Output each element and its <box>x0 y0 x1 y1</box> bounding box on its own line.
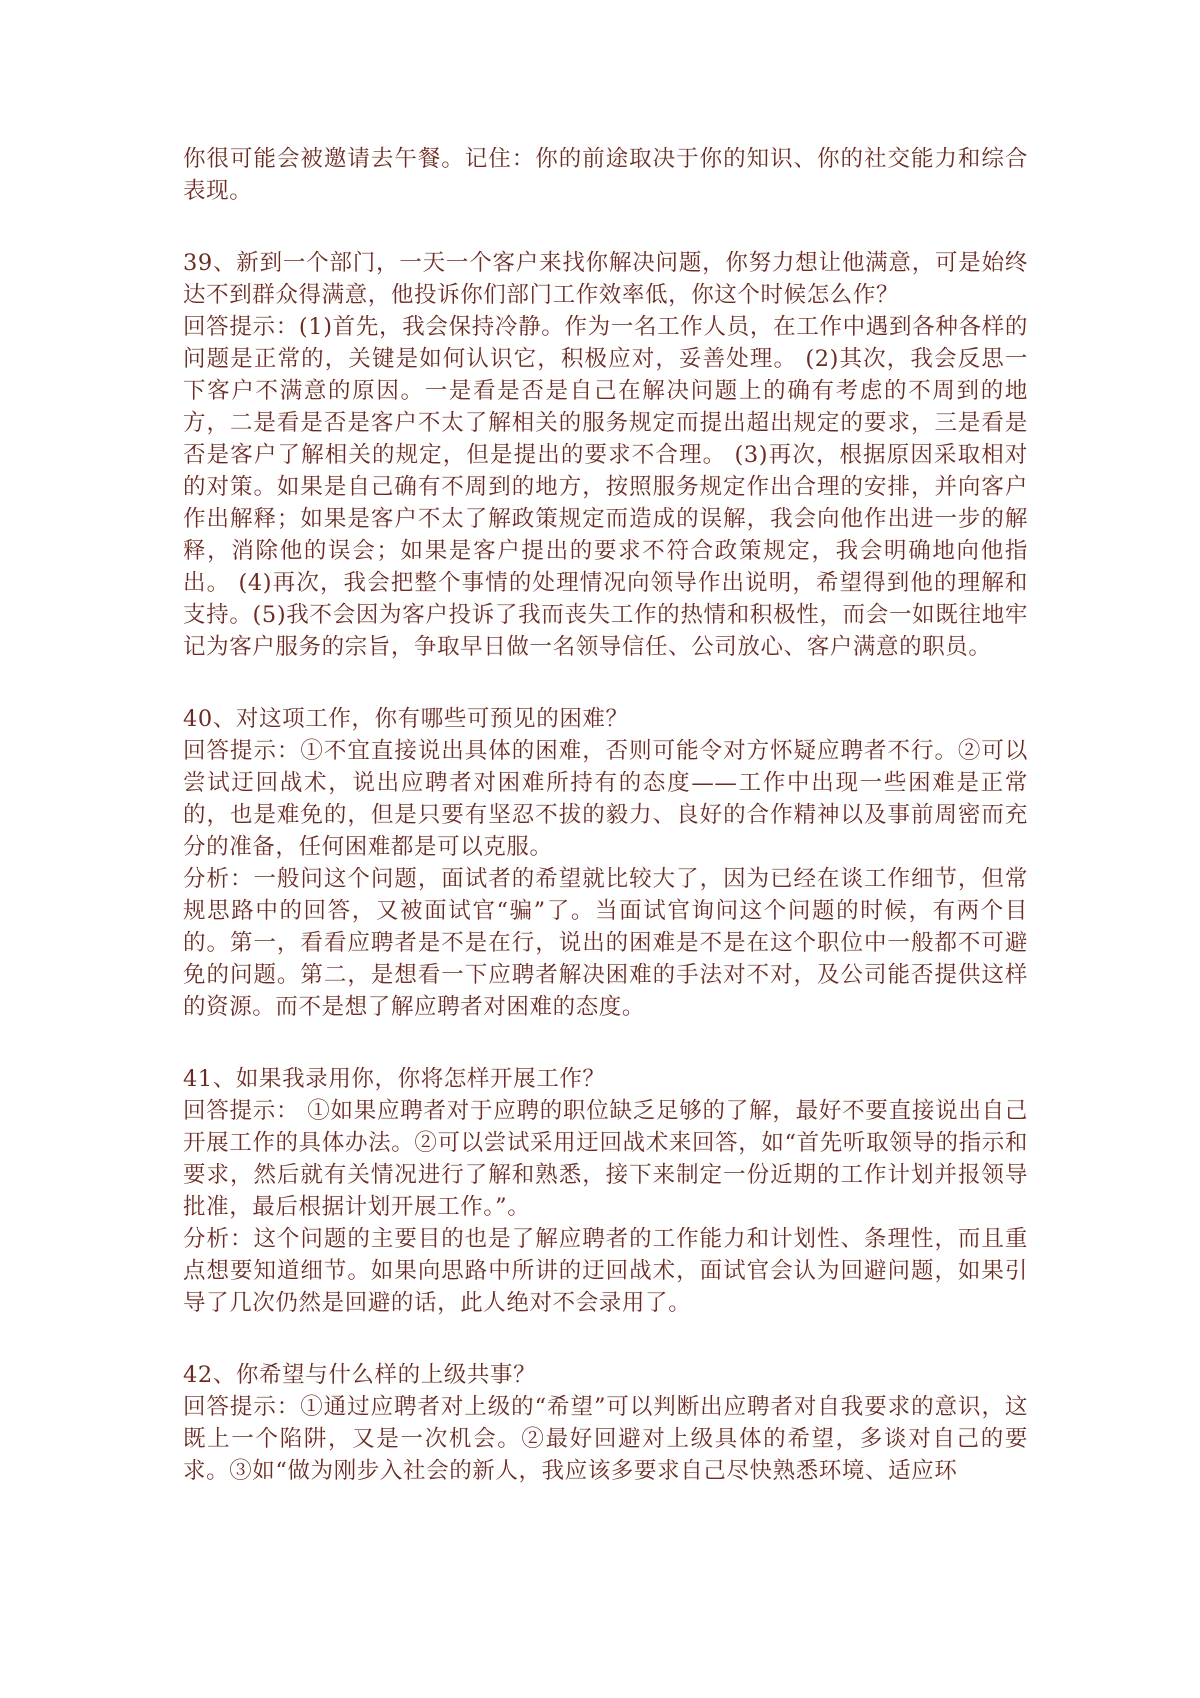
analysis: 分析：一般问这个问题，面试者的希望就比较大了，因为已经在谈工作细节，但常规思路中的回答，又被面试官“骗”了。当面试官询问这个问题的时候，有两个目的。第一，看看应聘者是不是在行，说出的困难是不是在这个职位中一般都不可避免的问题。第二，是想看一下应聘者解决困难的手法对不对，及公司能否提供这样的资源。而不是想了解应聘者对困难的态度。 <box>183 866 1028 1020</box>
question-41 <box>183 1063 1028 1319</box>
document-body <box>183 143 1028 1487</box>
intro-paragraph: 你很可能会被邀请去午餐。记住：你的前途取决于你的知识、你的社交能力和综合表现。 <box>183 146 1028 204</box>
question-40 <box>183 703 1028 1023</box>
question-title: 40、对这项工作，你有哪些可预见的困难？ <box>183 706 629 732</box>
question-42 <box>183 1359 1028 1487</box>
question-39 <box>183 247 1028 663</box>
question-title: 41、如果我录用你，你将怎样开展工作？ <box>183 1066 606 1092</box>
answer-hint: 回答提示：(1)首先，我会保持冷静。作为一名工作人员，在工作中遇到各种各样的问题是正常的，关键是如何认识它，积极应对，妥善处理。 (2)其次，我会反思一下客户不满意的原因。一是看是否是自己在解决问题上的确有考虑的不周到的地方，二是看是否是客户不太了解相关的服务规定而提出超出规定的要求，三是看是否是客户了解相关的规定，但是提出的要求不合理。 (3)再次，根据原因采取相对的对策。如果是自己确有不周到的地方，按照服务规定作出合理的安排，并向客户作出解释；如果是客户不太了解政策规定而造成的误解，我会向他作出进一步的解释，消除他的误会；如果是客户提出的要求不符合政策规定，我会明确地向他指出。 (4)再次，我会把整个事情的处理情况向领导作出说明，希望得到他的理解和支持。(5)我不会因为客户投诉了我而丧失工作的热情和积极性，而会一如既往地牢记为客户服务的宗旨，争取早日做一名领导信任、公司放心、客户满意的职员。 <box>183 314 1028 660</box>
answer-hint: 回答提示：①不宜直接说出具体的困难，否则可能令对方怀疑应聘者不行。②可以尝试迂回战术，说出应聘者对困难所持有的态度——工作中出现一些困难是正常的，也是难免的，但是只要有坚忍不拔的毅力、良好的合作精神以及事前周密而充分的准备，任何困难都是可以克服。 <box>183 738 1028 860</box>
answer-hint: 回答提示：①通过应聘者对上级的“希望”可以判断出应聘者对自我要求的意识，这既上一个陷阱，又是一次机会。②最好回避对上级具体的希望，多谈对自己的要求。③如“做为刚步入社会的新人，我应该多要求自己尽快熟悉环境、适应环 <box>183 1394 1028 1484</box>
intro-block <box>183 143 1028 207</box>
analysis: 分析：这个问题的主要目的也是了解应聘者的工作能力和计划性、条理性，而且重点想要知道细节。如果向思路中所讲的迂回战术，面试官会认为回避问题，如果引导了几次仍然是回避的话，此人绝对不会录用了。 <box>183 1226 1028 1316</box>
question-title: 39、新到一个部门，一天一个客户来找你解决问题，你努力想让他满意，可是始终达不到群众得满意，他投诉你们部门工作效率低，你这个时候怎么作？ <box>183 250 1028 308</box>
question-title: 42、你希望与什么样的上级共事？ <box>183 1362 537 1388</box>
answer-hint: 回答提示： ①如果应聘者对于应聘的职位缺乏足够的了解，最好不要直接说出自己开展工作的具体办法。②可以尝试采用迂回战术来回答，如“首先听取领导的指示和要求，然后就有关情况进行了解和熟悉，接下来制定一份近期的工作计划并报领导批准，最后根据计划开展工作。”。 <box>183 1098 1028 1220</box>
